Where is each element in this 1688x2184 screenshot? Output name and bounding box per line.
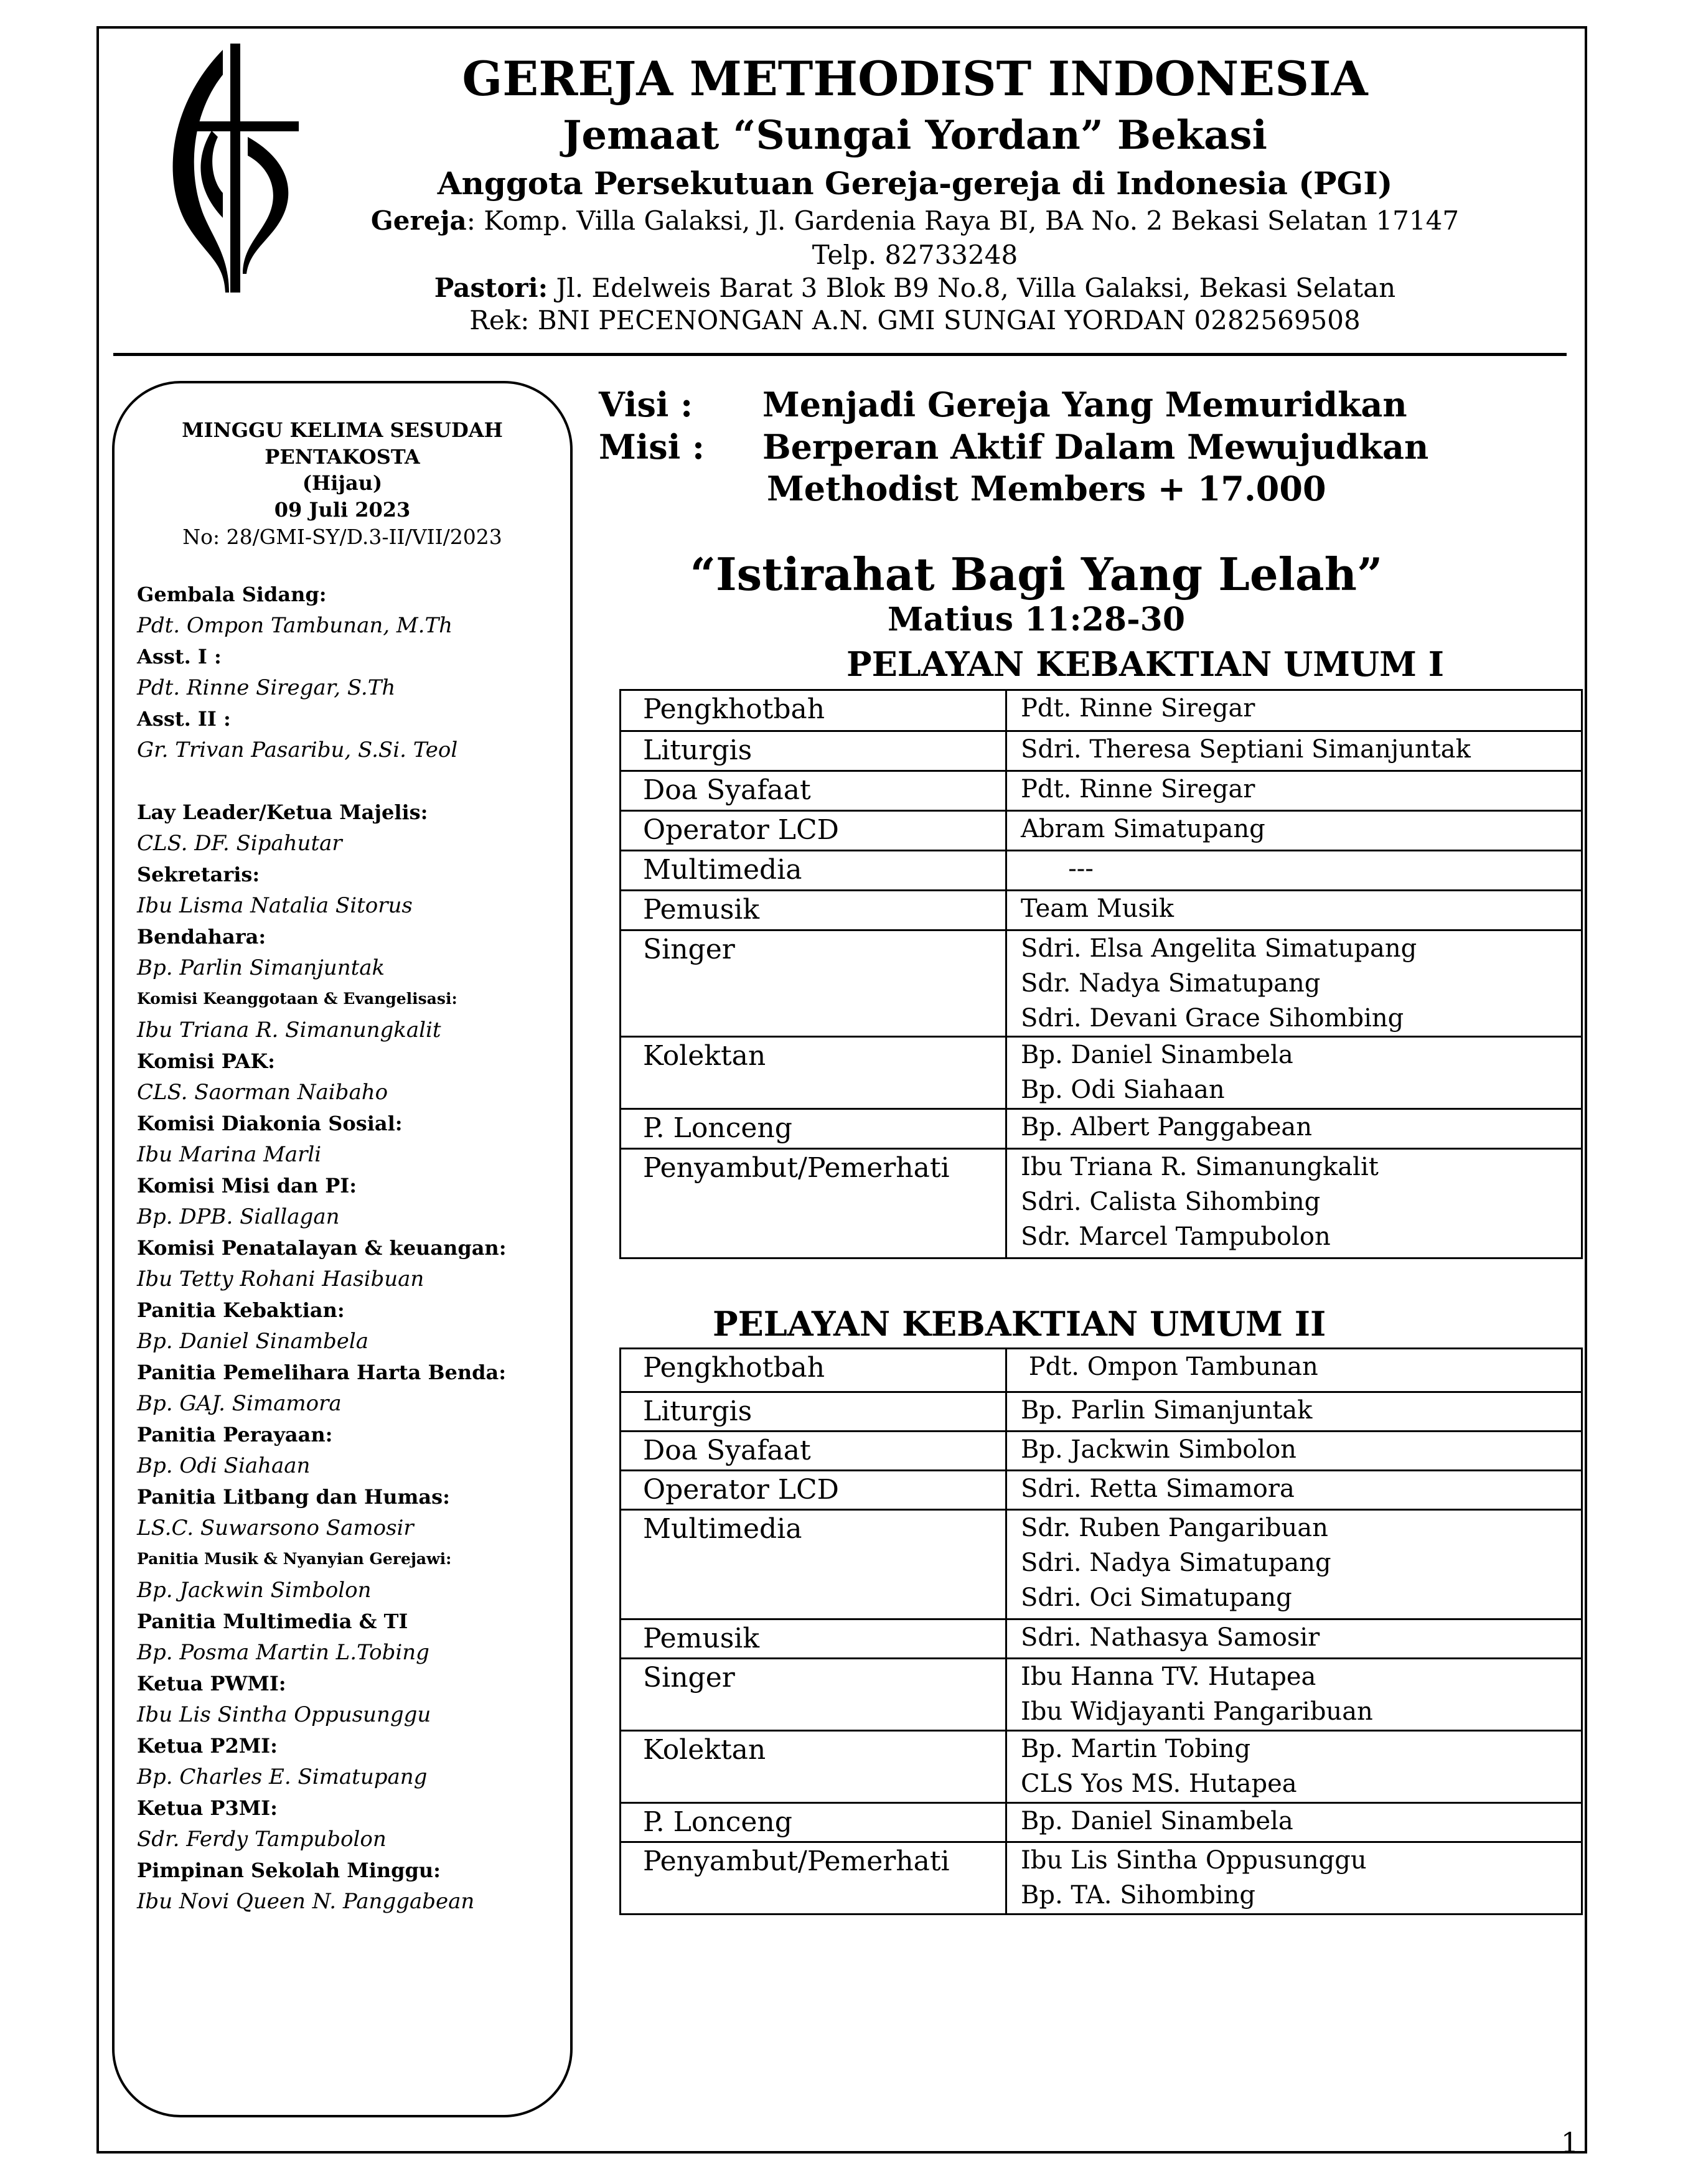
service-role: Liturgis <box>621 731 1006 771</box>
page-number: 1 <box>1561 2127 1578 2159</box>
staff-role: Komisi Keanggotaan & Evangelisasi: <box>137 990 457 1008</box>
person-name: Bp. Parlin Simanjuntak <box>1021 1396 1313 1425</box>
service-role: Pengkhotbah <box>621 1349 1006 1392</box>
staff-name: CLS. Saorman Naibaho <box>137 1080 388 1105</box>
service1-title: PELAYAN KEBAKTIAN UMUM I <box>846 644 1444 684</box>
staff-role: Ketua P3MI: <box>137 1796 278 1820</box>
bible-verse: Matius 11:28-30 <box>887 601 1186 639</box>
table-row <box>621 1037 1582 1109</box>
person-name: Sdri. Retta Simamora <box>1021 1474 1295 1503</box>
person-name: Bp. Martin Tobing <box>1021 1735 1251 1763</box>
visi-text: Menjadi Gereja Yang Memuridkan <box>762 385 1407 424</box>
service-role: Liturgis <box>621 1392 1006 1432</box>
service2-title: PELAYAN KEBAKTIAN UMUM II <box>713 1304 1326 1344</box>
table-row <box>621 1842 1582 1915</box>
table-row <box>621 1149 1582 1258</box>
service-role: P. Lonceng <box>621 1803 1006 1842</box>
table-row <box>621 771 1582 811</box>
staff-role: Ketua P2MI: <box>137 1734 278 1758</box>
parsonage-address-text: Jl. Edelweis Barat 3 Blok B9 No.8, Villa Galaksi, Bekasi Selatan <box>548 273 1396 303</box>
service-people <box>1006 690 1582 731</box>
person-name: Bp. TA. Sihombing <box>1021 1881 1255 1910</box>
service-people <box>1006 851 1582 891</box>
staff-name: Pdt. Ompon Tambunan, M.Th <box>137 613 453 638</box>
person-name: Sdri. Calista Sihombing <box>1021 1188 1321 1216</box>
staff-name: Ibu Marina Marli <box>137 1142 322 1167</box>
service-role: Pemusik <box>621 891 1006 930</box>
service-role: Singer <box>621 1659 1006 1731</box>
staff-name: CLS. DF. Sipahutar <box>137 831 342 856</box>
staff-role: Asst. II : <box>137 707 231 731</box>
table-row <box>621 1471 1582 1510</box>
service-people <box>1006 811 1582 851</box>
sermon-theme: “Istirahat Bagi Yang Lelah” <box>690 548 1383 601</box>
staff-list <box>137 579 566 1917</box>
service-role: Kolektan <box>621 1731 1006 1803</box>
service-people <box>1006 1803 1582 1842</box>
table-row <box>621 1803 1582 1842</box>
misi-text-line2: Methodist Members + 17.000 <box>767 469 1326 509</box>
service-role: Multimedia <box>621 1510 1006 1619</box>
service-role: Doa Syafaat <box>621 1432 1006 1471</box>
person-name: Pdt. Rinne Siregar <box>1021 775 1255 804</box>
person-name: Sdri. Devani Grace Sihombing <box>1021 1004 1404 1033</box>
service-people <box>1006 1432 1582 1471</box>
service-people <box>1006 1349 1582 1392</box>
service-role: Operator LCD <box>621 1471 1006 1510</box>
staff-role: Sekretaris: <box>137 863 260 886</box>
table-row <box>621 930 1582 1037</box>
person-name: Ibu Widjayanti Pangaribuan <box>1021 1697 1373 1726</box>
staff-name: Ibu Novi Queen N. Panggabean <box>137 1889 475 1914</box>
misi-label: Misi : <box>599 427 705 467</box>
staff-name: Bp. Odi Siahaan <box>137 1453 311 1478</box>
staff-role: Komisi Misi dan PI: <box>137 1174 357 1197</box>
service-people <box>1006 1392 1582 1432</box>
service-role: Penyambut/Pemerhati <box>621 1149 1006 1258</box>
table-row <box>621 851 1582 891</box>
staff-role: Gembala Sidang: <box>137 583 327 606</box>
service-people <box>1006 930 1582 1037</box>
sunday-title-line2: PENTAKOSTA <box>265 445 420 469</box>
person-name: Bp. Daniel Sinambela <box>1021 1041 1293 1069</box>
misi-text-line1: Berperan Aktif Dalam Mewujudkan <box>762 427 1429 467</box>
staff-name: Bp. Parlin Simanjuntak <box>137 955 385 980</box>
person-name: Sdri. Oci Simatupang <box>1021 1583 1292 1612</box>
person-name: Bp. Jackwin Simbolon <box>1021 1435 1296 1464</box>
staff-name: Bp. Charles E. Simatupang <box>137 1765 428 1789</box>
service-role: Kolektan <box>621 1037 1006 1109</box>
service-role: Pengkhotbah <box>621 690 1006 731</box>
methodist-cross-flame-icon <box>149 37 336 305</box>
service-people <box>1006 1149 1582 1258</box>
table-row <box>621 1432 1582 1471</box>
person-name: Sdri. Nadya Simatupang <box>1021 1549 1331 1577</box>
staff-role: Lay Leader/Ketua Majelis: <box>137 800 428 824</box>
staff-role: Komisi Diakonia Sosial: <box>137 1112 403 1135</box>
person-name: Sdri. Nathasya Samosir <box>1021 1623 1320 1652</box>
staff-role: Panitia Musik & Nyanyian Gerejawi: <box>137 1550 452 1568</box>
person-name: Sdr. Nadya Simatupang <box>1021 969 1321 998</box>
person-name: Bp. Albert Panggabean <box>1021 1113 1312 1141</box>
staff-role: Panitia Multimedia & TI <box>137 1610 408 1633</box>
table-row <box>621 1392 1582 1432</box>
service-role: Pemusik <box>621 1619 1006 1659</box>
service-role: Singer <box>621 930 1006 1037</box>
staff-name: Ibu Triana R. Simanungkalit <box>137 1018 441 1043</box>
person-name: Ibu Triana R. Simanungkalit <box>1021 1153 1379 1181</box>
staff-role: Komisi Penatalayan & keuangan: <box>137 1236 507 1260</box>
bulletin-number: No: 28/GMI-SY/D.3-II/VII/2023 <box>182 525 502 549</box>
staff-name: Gr. Trivan Pasaribu, S.Si. Teol <box>137 738 458 762</box>
person-name: Bp. Daniel Sinambela <box>1021 1807 1293 1835</box>
service-people <box>1006 1619 1582 1659</box>
staff-name: LS.C. Suwarsono Samosir <box>137 1516 414 1540</box>
person-name: Pdt. Rinne Siregar <box>1021 694 1255 723</box>
table-row <box>621 1510 1582 1619</box>
person-name: Bp. Odi Siahaan <box>1021 1076 1225 1104</box>
table-row <box>621 690 1582 731</box>
person-name: Sdri. Theresa Septiani Simanjuntak <box>1021 735 1471 764</box>
staff-name: Ibu Lisma Natalia Sitorus <box>137 893 413 918</box>
service-people <box>1006 771 1582 811</box>
staff-name: Ibu Tetty Rohani Hasibuan <box>137 1267 424 1291</box>
staff-role: Bendahara: <box>137 925 266 949</box>
bulletin-date: 09 Juli 2023 <box>274 498 411 522</box>
person-name: CLS Yos MS. Hutapea <box>1021 1769 1297 1798</box>
parsonage-address <box>349 273 1481 303</box>
staff-name: Ibu Lis Sintha Oppusunggu <box>137 1702 431 1727</box>
table-row <box>621 891 1582 930</box>
service-people <box>1006 1037 1582 1109</box>
staff-role: Panitia Litbang dan Humas: <box>137 1485 450 1509</box>
staff-role: Asst. I : <box>137 645 222 668</box>
table-row <box>621 1619 1582 1659</box>
service-people <box>1006 1109 1582 1149</box>
service2-table <box>619 1347 1583 1915</box>
staff-name: Bp. Daniel Sinambela <box>137 1329 369 1354</box>
church-address <box>349 205 1481 236</box>
person-name: Sdr. Marcel Tampubolon <box>1021 1222 1331 1251</box>
staff-name: Pdt. Rinne Siregar, S.Th <box>137 675 396 700</box>
church-label: Gereja <box>370 205 467 236</box>
staff-role: Panitia Kebaktian: <box>137 1298 345 1322</box>
membership-line: Anggota Persekutuan Gereja-gereja di Indonesia (PGI) <box>437 165 1393 202</box>
staff-name: Bp. Jackwin Simbolon <box>137 1578 372 1603</box>
congregation-name: Jemaat “Sungai Yordan” Bekasi <box>563 112 1267 159</box>
person-name: Ibu Hanna TV. Hutapea <box>1021 1662 1316 1691</box>
table-row <box>621 1659 1582 1731</box>
service-role: Multimedia <box>621 851 1006 891</box>
service-people <box>1006 1471 1582 1510</box>
church-address-text: : Komp. Villa Galaksi, Jl. Gardenia Raya BI, BA No. 2 Bekasi Selatan 17147 <box>466 205 1460 236</box>
parsonage-label: Pastori: <box>434 273 548 303</box>
liturgical-color: (Hijau) <box>302 471 383 495</box>
phone-number: Telp. 82733248 <box>812 240 1018 270</box>
table-row <box>621 1731 1582 1803</box>
service-people <box>1006 1510 1582 1619</box>
sunday-title-line1: MINGGU KELIMA SESUDAH <box>182 418 503 442</box>
table-row <box>621 731 1582 771</box>
service-people <box>1006 891 1582 930</box>
staff-name: Bp. Posma Martin L.Tobing <box>137 1640 429 1665</box>
staff-role: Komisi PAK: <box>137 1049 275 1073</box>
service-role: Operator LCD <box>621 811 1006 851</box>
church-title: GEREJA METHODIST INDONESIA <box>462 51 1368 106</box>
person-name: Pdt. Ompon Tambunan <box>1021 1352 1318 1381</box>
table-row <box>621 1109 1582 1149</box>
staff-name: Bp. DPB. Siallagan <box>137 1204 340 1229</box>
table-row <box>621 1349 1582 1392</box>
staff-name: Sdr. Ferdy Tampubolon <box>137 1827 387 1852</box>
table-row <box>621 811 1582 851</box>
header-divider <box>113 353 1567 356</box>
person-name: Team Musik <box>1021 894 1175 923</box>
service-role: P. Lonceng <box>621 1109 1006 1149</box>
staff-role: Panitia Perayaan: <box>137 1423 333 1446</box>
person-name: --- <box>1021 855 1094 883</box>
person-name: Abram Simatupang <box>1021 815 1265 843</box>
service-people <box>1006 1842 1582 1915</box>
service1-table <box>619 689 1583 1259</box>
person-name: Ibu Lis Sintha Oppusunggu <box>1021 1846 1367 1875</box>
staff-role: Pimpinan Sekolah Minggu: <box>137 1858 441 1882</box>
person-name: Sdr. Ruben Pangaribuan <box>1021 1514 1328 1542</box>
service-people <box>1006 1659 1582 1731</box>
service-people <box>1006 1731 1582 1803</box>
staff-role: Panitia Pemelihara Harta Benda: <box>137 1361 507 1384</box>
service-role: Doa Syafaat <box>621 771 1006 811</box>
bank-account: Rek: BNI PECENONGAN A.N. GMI SUNGAI YORDAN 0282569508 <box>469 305 1361 335</box>
service-role: Penyambut/Pemerhati <box>621 1842 1006 1915</box>
service-people <box>1006 731 1582 771</box>
person-name: Sdri. Elsa Angelita Simatupang <box>1021 934 1417 963</box>
staff-name: Bp. GAJ. Simamora <box>137 1391 342 1416</box>
staff-role: Ketua PWMI: <box>137 1672 286 1695</box>
visi-label: Visi : <box>599 385 693 424</box>
